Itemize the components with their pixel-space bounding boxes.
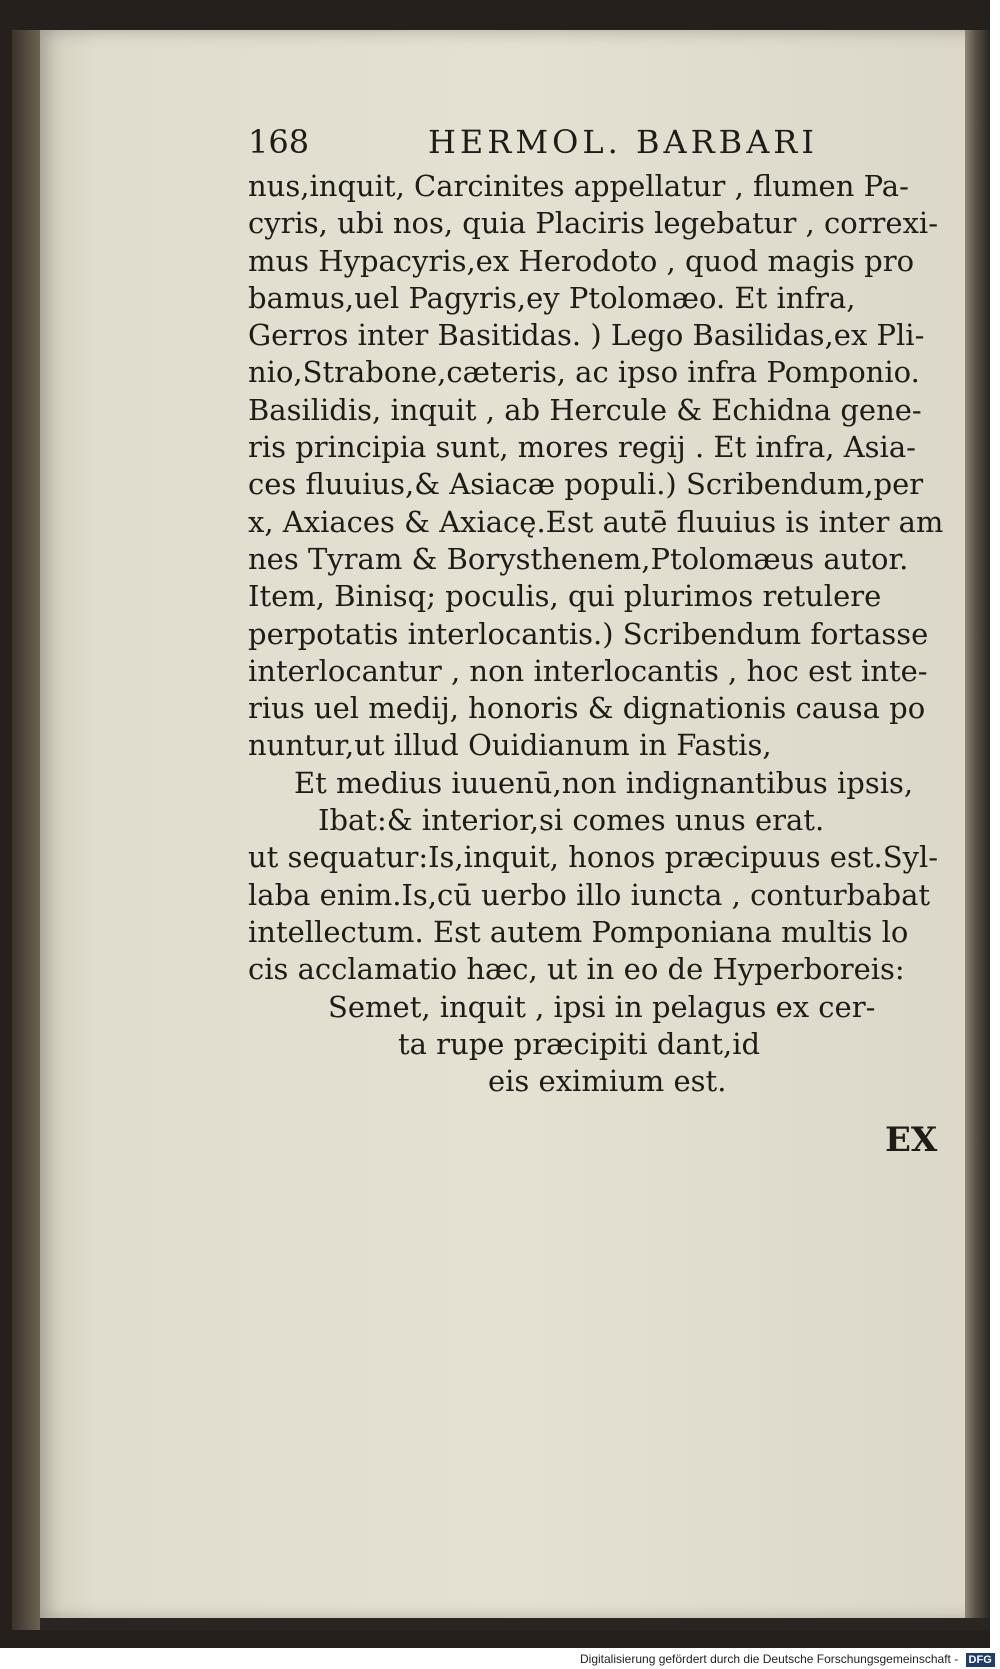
running-head: HERMOL. BARBARI (428, 123, 819, 161)
text-line: Gerros inter Basitidas. ) Lego Basilidas,ex Pli- (248, 318, 925, 353)
page-bottom-edge (40, 1618, 990, 1630)
text-line: nes Tyram & Borysthenem,Ptolomæus autor. (248, 541, 909, 576)
text-line: nus,inquit, Carcinites appellatur , flumen Pa- (248, 169, 909, 203)
text-line: Item, Binisq; poculis, qui plurimos retulere (248, 579, 882, 614)
text-line: x, Axiaces & Axiacę.Est autē fluuius is inter am (248, 504, 944, 539)
text-line: rius uel medij, honoris & dignationis causa po (248, 691, 926, 726)
text-block (248, 168, 956, 1100)
verse-line: Ibat:& interior,si comes unus erat. (318, 803, 825, 838)
dfg-logo: DFG (966, 1653, 995, 1667)
text-line: cis acclamatio hæc, ut in eo de Hyperboreis: (248, 952, 905, 987)
text-line: interlocantur , non interlocantis , hoc est inte- (248, 653, 928, 688)
text-line: eis eximium est. (488, 1064, 727, 1099)
text-line: ris principia sunt, mores regij . Et infra, Asia- (248, 430, 916, 465)
verse-line: Et medius iuuenū,non indignantibus ipsis, (294, 765, 914, 800)
page-number: 168 (248, 123, 310, 161)
text-line: mus Hypacyris,ex Herodoto , quod magis pro (248, 243, 915, 278)
text-line: laba enim.Is,cū uerbo illo iuncta , conturbabat (248, 877, 931, 912)
text-line: nio,Strabone,cæteris, ac ipso infra Pomponio. (248, 355, 920, 390)
text-line: intellectum. Est autem Pomponiana multis lo (248, 914, 909, 949)
page-header (248, 120, 848, 164)
catchword: EX (885, 1120, 938, 1160)
text-line: Basilidis, inquit , ab Hercule & Echidna gene- (248, 392, 922, 427)
text-line: Semet, inquit , ipsi in pelagus ex cer- (328, 989, 876, 1024)
credit-text: Digitalisierung gefördert durch die Deutsche Forschungsgemeinschaft - (580, 1652, 959, 1666)
page-fore-edge (965, 30, 990, 1630)
text-line: perpotatis interlocantis.) Scribendum fortasse (248, 616, 929, 651)
text-line: ut sequatur:Is,inquit, honos præcipuus est.Syl- (248, 840, 939, 875)
text-line: nuntur,ut illud Ouidianum in Fastis, (248, 728, 772, 763)
text-line: bamus,uel Pagyris,ey Ptolomæo. Et infra, (248, 280, 856, 315)
text-line: cyris, ubi nos, quia Placiris legebatur , correxi- (248, 206, 939, 241)
text-line: ces fluuius,& Asiacæ populi.) Scribendum,per (248, 467, 924, 502)
text-line: ta rupe præcipiti dant,id (398, 1026, 761, 1061)
digitization-credit (580, 1649, 995, 1669)
